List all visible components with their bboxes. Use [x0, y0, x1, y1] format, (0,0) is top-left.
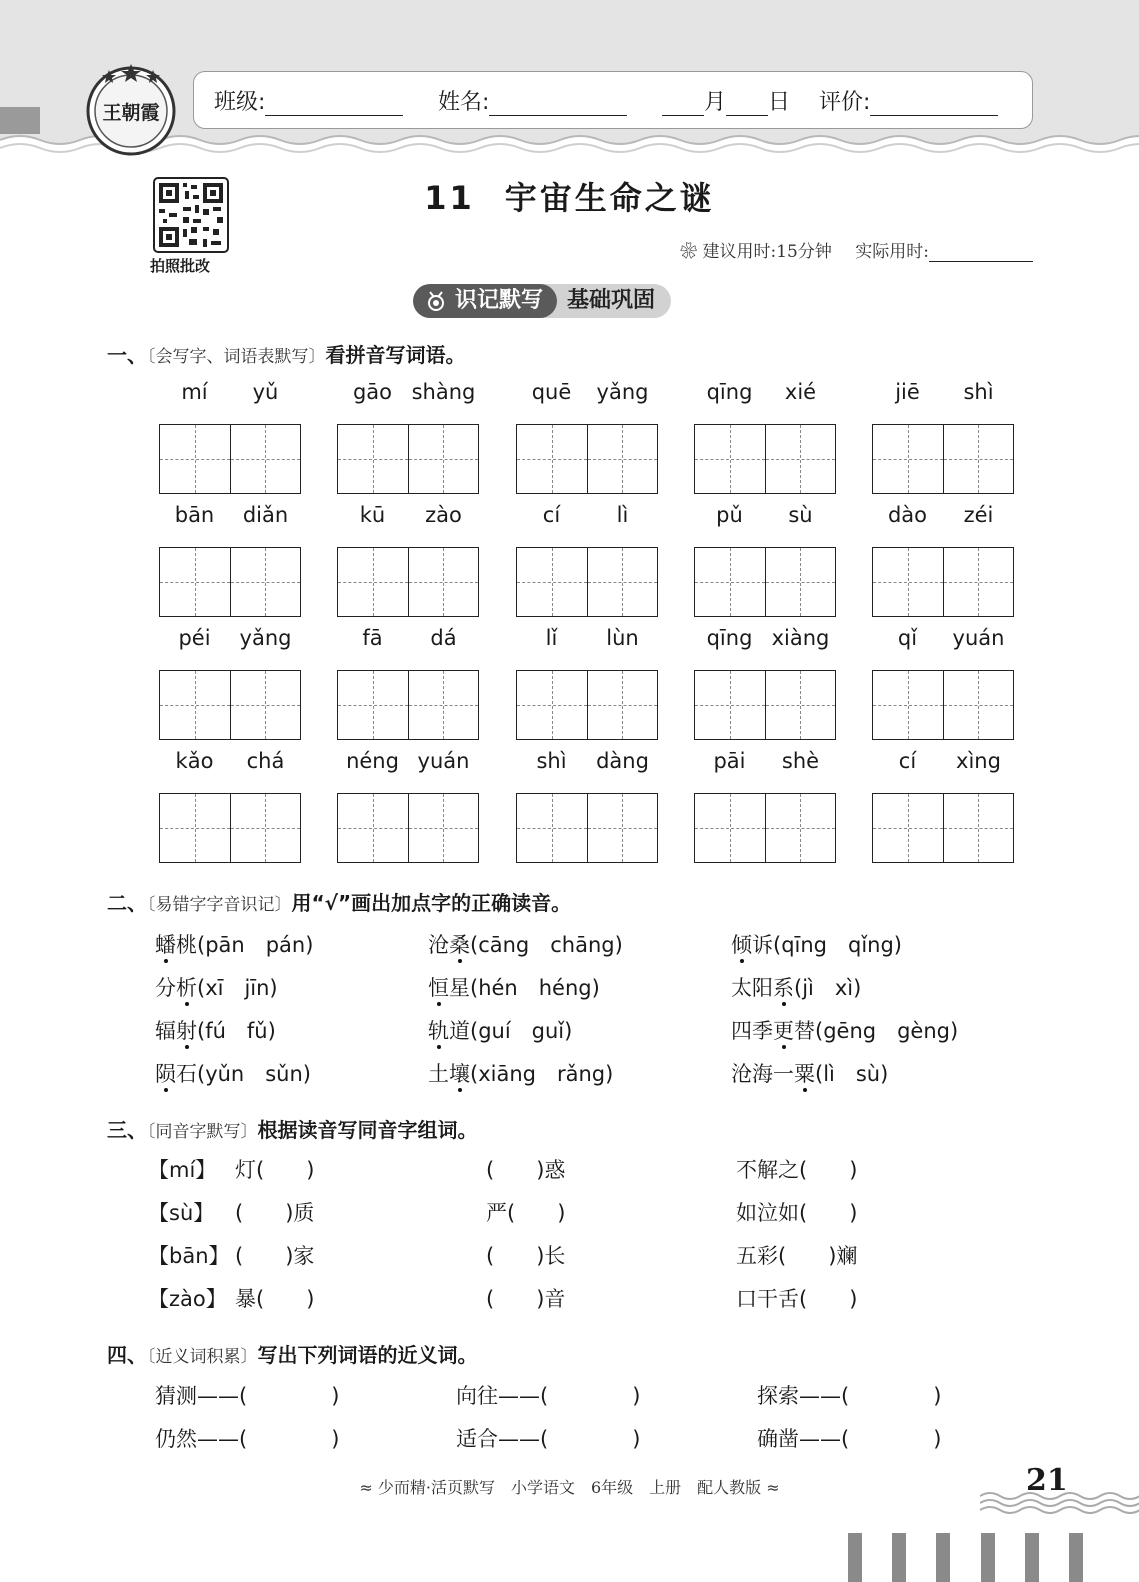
dotted-char: 析	[176, 976, 197, 1000]
pinyin-syllable: lì	[616, 503, 629, 527]
word-box	[872, 380, 1014, 494]
writing-cell[interactable]	[695, 548, 765, 616]
word-box	[694, 626, 836, 740]
name-label: 姓名:	[438, 90, 490, 115]
dotted-char: 系	[773, 976, 794, 1000]
word-part: 桃	[176, 933, 197, 957]
synonym-item[interactable]: 探索——( )	[757, 1384, 942, 1408]
word-box	[159, 749, 301, 863]
writing-cell[interactable]	[765, 425, 836, 493]
synonym-item[interactable]: 猜测——( )	[155, 1384, 340, 1408]
pinyin-syllable: qǐ	[897, 626, 918, 650]
pinyin-options: (xiāng rǎng)	[470, 1062, 614, 1086]
writing-cell[interactable]	[160, 425, 230, 493]
pinyin-syllable: bān	[174, 503, 215, 527]
homophone-key: 【sù】	[148, 1201, 215, 1225]
word-part: 替	[794, 1019, 815, 1043]
homophone-blank[interactable]: ( )家	[235, 1244, 315, 1268]
homophone-blank[interactable]: ( )长	[486, 1244, 566, 1268]
writing-grid	[337, 793, 479, 863]
footer-text: ≈ 少而精·活页默写 小学语文 6年级 上册 配人教版 ≈	[359, 1478, 780, 1497]
pinyin-options: (lì sù)	[815, 1062, 889, 1086]
writing-grid	[694, 670, 836, 740]
word-part: 诉	[752, 933, 773, 957]
pinyin-syllable: mí	[181, 380, 208, 404]
eval-field[interactable]	[870, 89, 998, 116]
day-field[interactable]	[726, 89, 768, 116]
writing-grid	[872, 424, 1014, 494]
pinyin-syllable: dàng	[596, 749, 649, 773]
word-box	[872, 626, 1014, 740]
pinyin-syllable: pāi	[713, 749, 746, 773]
writing-cell[interactable]	[517, 425, 587, 493]
pinyin-options: (hén héng)	[470, 976, 600, 1000]
pinyin-syllable: yǔ	[252, 380, 279, 404]
writing-grid	[516, 793, 658, 863]
dotted-char: 倾	[731, 933, 752, 957]
writing-cell[interactable]	[230, 794, 301, 862]
pinyin-syllable: qīng	[706, 626, 753, 650]
clock-icon: ❀	[680, 242, 698, 262]
writing-cell[interactable]	[695, 425, 765, 493]
writing-cell[interactable]	[695, 794, 765, 862]
writing-cell[interactable]	[873, 425, 943, 493]
homophone-blank[interactable]: 五彩( )斓	[736, 1244, 858, 1268]
pronunciation-item[interactable]	[731, 1058, 888, 1088]
pinyin-syllable: néng	[346, 749, 399, 773]
writing-cell[interactable]	[160, 794, 230, 862]
dotted-char: 陨	[155, 1062, 176, 1086]
pronunciation-item[interactable]	[428, 1015, 572, 1045]
pronunciation-item[interactable]	[731, 972, 861, 1002]
word-box	[516, 626, 658, 740]
pinyin-label	[337, 503, 479, 533]
pinyin-label	[516, 380, 658, 410]
pinyin-syllable: shì	[963, 380, 994, 404]
writing-cell[interactable]	[765, 671, 836, 739]
pinyin-syllable: xìng	[956, 749, 1001, 773]
writing-grid	[337, 670, 479, 740]
section-1-heading: 一、〔会写字、词语表默写〕看拼音写词语。	[107, 343, 466, 367]
writing-cell[interactable]	[587, 794, 658, 862]
writing-grid	[872, 793, 1014, 863]
name-field[interactable]	[489, 89, 627, 116]
word-box	[159, 380, 301, 494]
writing-cell[interactable]	[517, 794, 587, 862]
medal-icon	[425, 290, 447, 312]
writing-cell[interactable]	[587, 425, 658, 493]
word-box	[694, 503, 836, 617]
word-box	[159, 503, 301, 617]
writing-grid	[516, 424, 658, 494]
pinyin-label	[872, 503, 1014, 533]
word-part: 土	[428, 1062, 449, 1086]
pinyin-label	[337, 380, 479, 410]
word-part: 辐	[155, 1019, 176, 1043]
class-field[interactable]	[265, 89, 403, 116]
writing-cell[interactable]	[695, 671, 765, 739]
writing-cell[interactable]	[517, 671, 587, 739]
word-part: 石	[176, 1062, 197, 1086]
dotted-char: 恒	[428, 976, 449, 1000]
brand-logo-icon	[84, 62, 178, 156]
time-line	[680, 237, 1033, 262]
word-box	[516, 503, 658, 617]
class-label: 班级:	[214, 90, 266, 115]
pinyin-label	[516, 626, 658, 656]
student-info-box	[193, 71, 1033, 129]
writing-cell[interactable]	[338, 548, 408, 616]
word-part: 星	[449, 976, 470, 1000]
banner-right-text: 基础巩固	[541, 284, 671, 318]
pinyin-options: (yǔn sǔn)	[197, 1062, 311, 1086]
pinyin-syllable: shè	[781, 749, 820, 773]
homophone-key: 【bān】	[148, 1244, 230, 1268]
writing-cell[interactable]	[873, 548, 943, 616]
homophone-blank[interactable]: 不解之( )	[736, 1158, 858, 1182]
word-box	[337, 626, 479, 740]
writing-cell[interactable]	[230, 425, 301, 493]
actual-time-label: 实际用时:	[855, 242, 929, 262]
suggested-time: 建议用时:15分钟	[702, 242, 832, 262]
svg-text:王朝霞: 王朝霞	[102, 102, 160, 124]
pinyin-syllable: cí	[542, 503, 561, 527]
synonym-item[interactable]: 适合——( )	[456, 1427, 641, 1451]
pinyin-options: (fú fǔ)	[197, 1019, 276, 1043]
pinyin-label	[159, 749, 301, 779]
writing-cell[interactable]	[338, 794, 408, 862]
homophone-blank[interactable]: 灯( )	[235, 1158, 315, 1182]
pinyin-syllable: jiē	[895, 380, 920, 404]
homophone-blank[interactable]: ( )质	[235, 1201, 315, 1225]
homophone-blank[interactable]: 如泣如( )	[736, 1201, 858, 1225]
pinyin-label	[516, 503, 658, 533]
writing-cell[interactable]	[230, 671, 301, 739]
pinyin-syllable: xiàng	[771, 626, 830, 650]
actual-time-field[interactable]	[929, 241, 1033, 262]
writing-grid	[694, 793, 836, 863]
pinyin-syllable: shì	[536, 749, 567, 773]
pronunciation-item[interactable]	[428, 972, 600, 1002]
pinyin-syllable: péi	[178, 626, 211, 650]
pinyin-label	[694, 503, 836, 533]
pronunciation-item[interactable]	[155, 929, 313, 959]
pinyin-syllable: kǎo	[175, 749, 214, 773]
qr-caption: 拍照批改	[150, 257, 211, 275]
word-box	[516, 380, 658, 494]
writing-cell[interactable]	[408, 794, 479, 862]
dotted-char: 粟	[794, 1062, 815, 1086]
section-banner	[413, 284, 671, 318]
writing-cell[interactable]	[943, 794, 1014, 862]
dotted-char: 更	[773, 1019, 794, 1043]
word-box	[337, 380, 479, 494]
word-box	[516, 749, 658, 863]
pinyin-label	[694, 626, 836, 656]
pinyin-syllable: shàng	[411, 380, 476, 404]
writing-cell[interactable]	[587, 671, 658, 739]
day-label: 日	[768, 90, 791, 115]
writing-grid	[159, 670, 301, 740]
pinyin-syllable: pǔ	[716, 503, 743, 527]
homophone-blank[interactable]: 口干舌( )	[736, 1287, 858, 1311]
pinyin-syllable: zéi	[963, 503, 994, 527]
writing-cell[interactable]	[517, 548, 587, 616]
pronunciation-item[interactable]	[155, 1058, 311, 1088]
section-4-heading: 四、〔近义词积累〕写出下列词语的近义词。	[107, 1343, 478, 1367]
writing-cell[interactable]	[943, 548, 1014, 616]
writing-cell[interactable]	[765, 548, 836, 616]
pinyin-options: (gēng gèng)	[815, 1019, 959, 1043]
pinyin-syllable: yǎng	[239, 626, 292, 650]
writing-grid	[516, 670, 658, 740]
writing-grid	[159, 424, 301, 494]
homophone-blank[interactable]: 严( )	[486, 1201, 566, 1225]
word-box	[337, 749, 479, 863]
pinyin-options: (xī jīn)	[197, 976, 278, 1000]
writing-grid	[694, 424, 836, 494]
pinyin-syllable: kū	[359, 503, 386, 527]
side-tab	[0, 107, 40, 134]
writing-grid	[872, 670, 1014, 740]
pinyin-label	[159, 626, 301, 656]
word-part: 分	[155, 976, 176, 1000]
pinyin-syllable: yǎng	[596, 380, 649, 404]
word-box	[694, 380, 836, 494]
pinyin-label	[337, 749, 479, 779]
pinyin-syllable: lùn	[606, 626, 639, 650]
writing-cell[interactable]	[160, 548, 230, 616]
dotted-char: 桑	[449, 933, 470, 957]
writing-cell[interactable]	[943, 671, 1014, 739]
word-box	[872, 503, 1014, 617]
pinyin-syllable: dào	[887, 503, 928, 527]
dotted-char: 射	[176, 1019, 197, 1043]
lesson-number: 11	[424, 179, 475, 217]
homophone-blank[interactable]: ( )音	[486, 1287, 566, 1311]
writing-cell[interactable]	[408, 425, 479, 493]
pinyin-label	[159, 380, 301, 410]
pinyin-syllable: dá	[430, 626, 457, 650]
section-3-heading: 三、〔同音字默写〕根据读音写同音字组词。	[107, 1118, 478, 1142]
pinyin-syllable: lǐ	[545, 626, 558, 650]
section-2-heading: 二、〔易错字字音识记〕用“√”画出加点字的正确读音。	[107, 891, 572, 915]
word-box	[694, 749, 836, 863]
dotted-char: 蟠	[155, 933, 176, 957]
homophone-key: 【zào】	[148, 1287, 227, 1311]
pinyin-label	[159, 503, 301, 533]
writing-cell[interactable]	[160, 671, 230, 739]
page-number: 21	[1026, 1463, 1068, 1498]
dotted-char: 壤	[449, 1062, 470, 1086]
writing-cell[interactable]	[230, 548, 301, 616]
writing-grid	[694, 547, 836, 617]
pinyin-options: (pān pán)	[197, 933, 314, 957]
pinyin-syllable: zào	[425, 503, 462, 527]
word-box	[337, 503, 479, 617]
pinyin-syllable: yuán	[952, 626, 1005, 650]
word-part: 道	[449, 1019, 470, 1043]
homophone-key: 【mí】	[148, 1158, 217, 1182]
pinyin-syllable: fā	[362, 626, 383, 650]
writing-cell[interactable]	[873, 794, 943, 862]
pinyin-syllable: quē	[531, 380, 572, 404]
pinyin-syllable: yuán	[417, 749, 470, 773]
pronunciation-item[interactable]	[155, 972, 278, 1002]
writing-grid	[872, 547, 1014, 617]
pinyin-options: (cāng chāng)	[470, 933, 623, 957]
lesson-title: 宇宙生命之谜	[504, 179, 715, 217]
pinyin-syllable: cí	[898, 749, 917, 773]
word-box	[872, 749, 1014, 863]
pinyin-label	[337, 626, 479, 656]
writing-grid	[159, 793, 301, 863]
writing-cell[interactable]	[765, 794, 836, 862]
eval-label: 评价:	[819, 90, 871, 115]
pinyin-label	[872, 749, 1014, 779]
month-label: 月	[704, 90, 727, 115]
synonym-item[interactable]: 仍然——( )	[155, 1427, 340, 1451]
writing-cell[interactable]	[943, 425, 1014, 493]
writing-cell[interactable]	[338, 425, 408, 493]
banner-left-text: 识记默写	[455, 288, 544, 313]
page-title	[0, 173, 1139, 219]
writing-cell[interactable]	[408, 671, 479, 739]
pinyin-syllable: qīng	[706, 380, 753, 404]
dotted-char: 轨	[428, 1019, 449, 1043]
word-part: 太阳	[731, 976, 773, 1000]
synonym-item[interactable]: 向往——( )	[456, 1384, 641, 1408]
pronunciation-item[interactable]	[155, 1015, 276, 1045]
pinyin-label	[872, 380, 1014, 410]
pinyin-syllable: xié	[784, 380, 817, 404]
word-part: 四季	[731, 1019, 773, 1043]
pinyin-options: (jì xì)	[794, 976, 862, 1000]
writing-cell[interactable]	[338, 671, 408, 739]
writing-cell[interactable]	[587, 548, 658, 616]
month-field[interactable]	[662, 89, 704, 116]
pronunciation-item[interactable]	[428, 1058, 613, 1088]
pinyin-syllable: sù	[788, 503, 813, 527]
pinyin-options: (qīng qǐng)	[773, 933, 902, 957]
pinyin-label	[872, 626, 1014, 656]
homophone-blank[interactable]: ( )惑	[486, 1158, 566, 1182]
pinyin-label	[516, 749, 658, 779]
homophone-blank[interactable]: 暴( )	[235, 1287, 315, 1311]
writing-cell[interactable]	[408, 548, 479, 616]
word-part: 沧	[428, 933, 449, 957]
pronunciation-item[interactable]	[428, 929, 623, 959]
pronunciation-item[interactable]	[731, 929, 902, 959]
pronunciation-item[interactable]	[731, 1015, 958, 1045]
word-box	[159, 626, 301, 740]
synonym-item[interactable]: 确凿——( )	[757, 1427, 942, 1451]
writing-grid	[337, 424, 479, 494]
pinyin-syllable: chá	[246, 749, 285, 773]
pinyin-label	[694, 749, 836, 779]
pinyin-syllable: gāo	[352, 380, 393, 404]
writing-grid	[337, 547, 479, 617]
pinyin-label	[694, 380, 836, 410]
writing-cell[interactable]	[873, 671, 943, 739]
pinyin-options: (guí guǐ)	[470, 1019, 573, 1043]
writing-grid	[516, 547, 658, 617]
writing-grid	[159, 547, 301, 617]
pinyin-syllable: diǎn	[242, 503, 289, 527]
word-part: 沧海一	[731, 1062, 794, 1086]
